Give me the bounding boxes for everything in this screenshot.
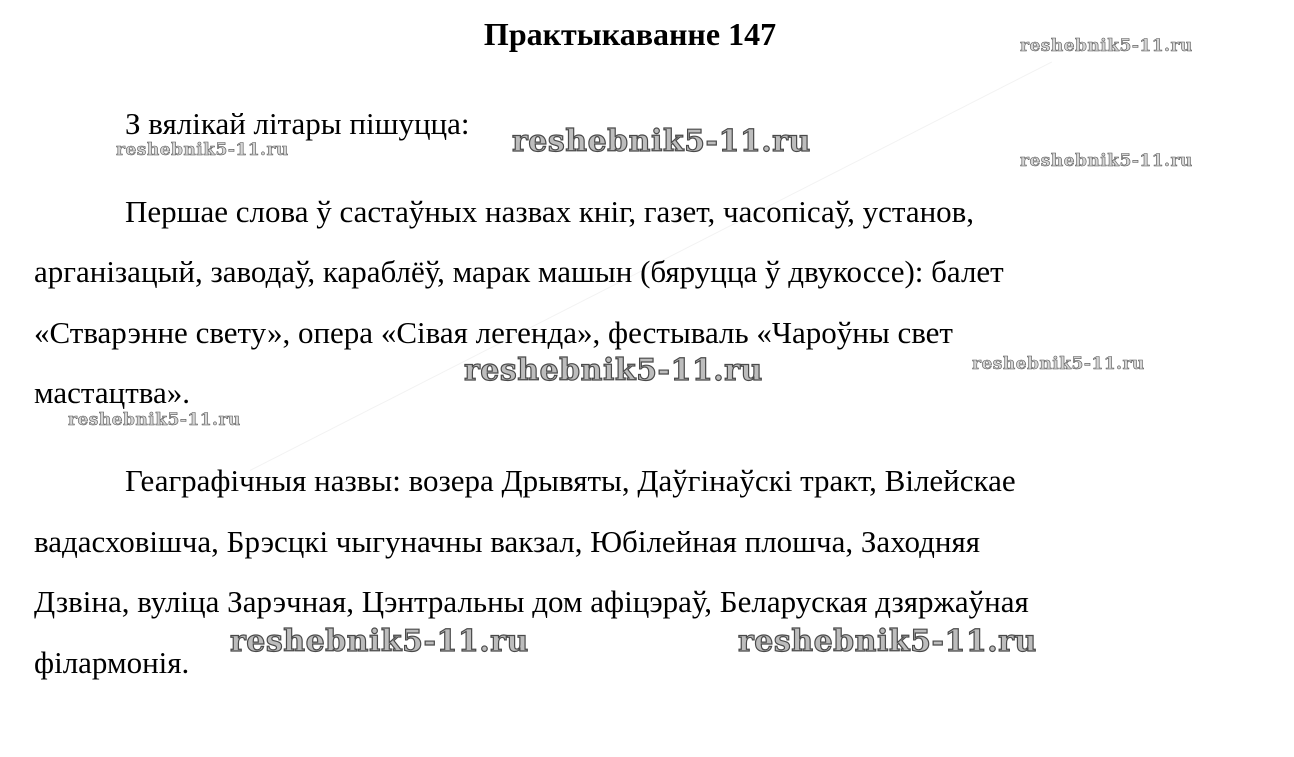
watermark-logo: reshebnik5-11.ru (68, 410, 241, 430)
exercise-title: Практыкаванне 147 (483, 16, 777, 52)
watermark-logo: reshebnik5-11.ru (738, 624, 1037, 659)
paragraph-2-line-1: Геаграфічныя назвы: возера Дрывяты, Даўгінаўскі тракт, Вілейскае (125, 463, 1016, 498)
watermark-logo: reshebnik5-11.ru (230, 624, 529, 659)
paragraph-2-line-3: Дзвіна, вуліца Зарэчная, Цэнтральны дом афіцэраў, Беларуская дзяржаўная (34, 584, 1029, 619)
paragraph-1-line-4: мастацтва». (34, 375, 190, 410)
paragraph-1-line-2: арганізацый, заводаў, караблёў, марак машын (бяруцца ў двукоссе): балет (34, 254, 1004, 289)
watermark-logo: reshebnik5-11.ru (512, 124, 811, 159)
watermark-logo: reshebnik5-11.ru (1020, 151, 1193, 171)
watermark-logo: reshebnik5-11.ru (116, 140, 289, 160)
paragraph-1-line-1: Першае слова ў састаўных назвах кніг, газет, часопісаў, установ, (125, 194, 975, 229)
watermark-logo: reshebnik5-11.ru (972, 354, 1145, 374)
paragraph-2-line-2: вадасховішча, Брэсцкі чыгуначны вакзал, Юбілейная плошча, Заходняя (34, 524, 980, 559)
paragraph-2-line-4: філармонія. (34, 645, 190, 680)
intro-text: З вялікай літары пішуцца: (125, 106, 470, 141)
paragraph-1-line-3: «Стварэнне свету», опера «Сівая легенда», фестываль «Чароўны свет (34, 315, 953, 350)
watermark-logo: reshebnik5-11.ru (1020, 36, 1193, 56)
watermark-logo: reshebnik5-11.ru (464, 353, 763, 388)
